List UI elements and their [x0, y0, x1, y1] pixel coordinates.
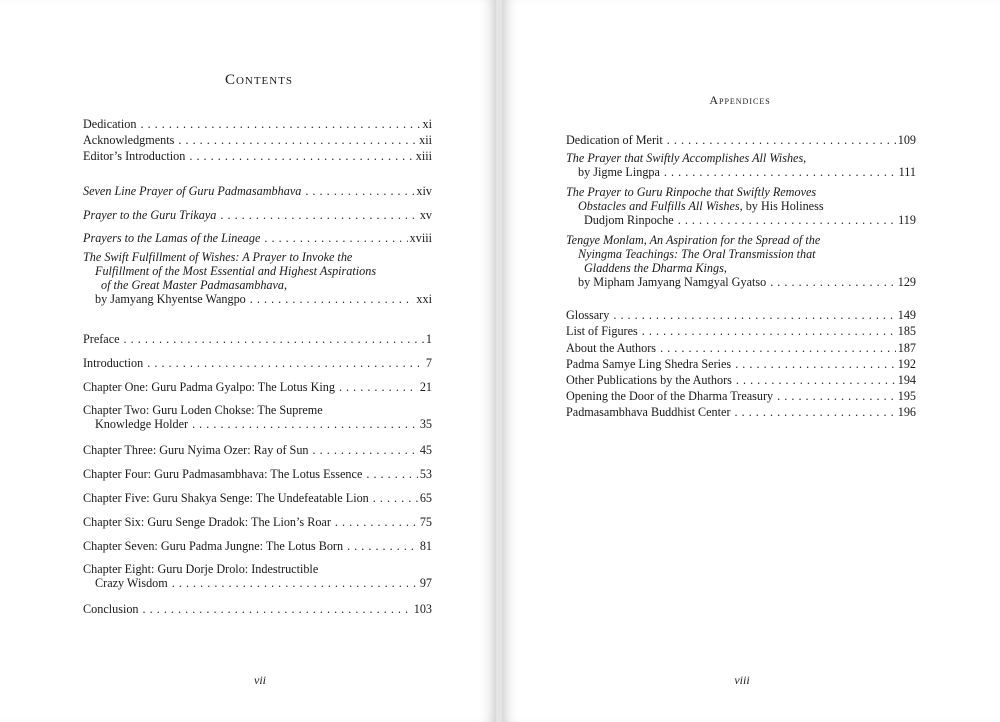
entry-page: xiv: [416, 184, 432, 198]
entry-title: by Mipham Jamyang Namgyal Gyatso: [578, 275, 767, 289]
entry-page: 97: [419, 576, 432, 590]
toc-entry: [566, 389, 916, 403]
entry-page: 194: [897, 373, 916, 387]
entry-title-part: Obstacles and Fulfills All Wishes,: [578, 199, 743, 213]
entry-title: Prayers to the Lamas of the Lineage: [83, 231, 261, 245]
entry-page: 75: [419, 515, 432, 529]
entry-title: About the Authors: [566, 341, 657, 355]
toc-entry: [83, 562, 432, 590]
entry-title-line: Nyingma Teachings: The Oral Transmission that: [578, 247, 816, 261]
entry-title: Conclusion: [83, 602, 139, 616]
entry-title-line: The Swift Fulfillment of Wishes: A Prayer to Invoke the: [83, 250, 353, 264]
entry-title: List of Figures: [566, 324, 638, 338]
entry-title: Glossary: [566, 308, 610, 322]
toc-entry: [83, 403, 432, 431]
toc-entry: [83, 602, 432, 616]
entry-page: 119: [898, 213, 916, 227]
entry-page: 196: [897, 405, 916, 419]
entry-page: xv: [419, 208, 432, 222]
entry-page: 149: [897, 308, 916, 322]
toc-entry: [83, 443, 432, 457]
toc-entry: [566, 133, 916, 147]
toc-entry: [83, 133, 432, 147]
entry-page: xii: [419, 133, 432, 147]
entry-page: 103: [413, 602, 432, 616]
entry-title-part: by His Holiness: [742, 199, 824, 213]
entry-page: 109: [897, 133, 916, 147]
toc-entry: [566, 341, 916, 355]
entry-title-line: Fulfillment of the Most Essential and Highest Aspirations: [95, 264, 377, 278]
entry-title: Chapter One: Guru Padma Gyalpo: The Lotus King: [83, 380, 335, 394]
entry-page: 53: [419, 467, 432, 481]
toc-entry: [566, 185, 916, 227]
toc-entry: [566, 151, 916, 179]
entry-title: Chapter Four: Guru Padmasambhava: The Lotus Essence: [83, 467, 363, 481]
entry-title-line: The Prayer that Swiftly Accomplishes All Wishes,: [566, 151, 807, 165]
toc-entry: [566, 405, 916, 419]
entry-page: xiii: [415, 149, 432, 163]
toc-entry: [83, 208, 432, 222]
toc-entry: [83, 231, 432, 245]
entry-title: Preface: [83, 332, 120, 346]
left-page: [0, 0, 496, 722]
toc-entry: [83, 184, 432, 198]
entry-page: 187: [897, 341, 916, 355]
entry-page: 35: [419, 417, 432, 431]
toc-entry: [83, 515, 432, 529]
toc-entry: [83, 539, 432, 553]
toc-entry: [83, 250, 432, 306]
entry-title-line: Tengye Monlam, An Aspiration for the Spread of the: [566, 233, 821, 247]
entry-title: Other Publications by the Authors: [566, 373, 732, 387]
entry-title: Chapter Five: Guru Shakya Senge: The Undefeatable Lion: [83, 491, 369, 505]
entry-title: Chapter Three: Guru Nyima Ozer: Ray of Sun: [83, 443, 309, 457]
entry-page: 81: [419, 539, 432, 553]
entry-title: Padma Samye Ling Shedra Series: [566, 357, 732, 371]
entry-page: xviii: [409, 231, 432, 245]
entry-title: Seven Line Prayer of Guru Padmasambhava: [83, 184, 302, 198]
toc-entry: [566, 324, 916, 338]
toc-entry: [566, 357, 916, 371]
toc-entry: [83, 467, 432, 481]
entry-title: Padmasambhava Buddhist Center: [566, 405, 731, 419]
toc-entry: [566, 308, 916, 322]
entry-page: 185: [897, 324, 916, 338]
entry-title: Prayer to the Guru Trikaya: [83, 208, 217, 222]
entry-page: xi: [422, 117, 432, 131]
toc-entry: [83, 332, 432, 346]
entry-title: Opening the Door of the Dharma Treasury: [566, 389, 774, 403]
toc-entry: [83, 149, 432, 163]
entry-title: Editor’s Introduction: [83, 149, 186, 163]
entry-title: Dudjom Rinpoche: [584, 213, 674, 227]
entry-page: 1: [425, 332, 432, 346]
appendices-heading: Appendices: [709, 93, 771, 107]
entry-title: Chapter Seven: Guru Padma Jungne: The Lotus Born: [83, 539, 344, 553]
entry-title: Crazy Wisdom: [95, 576, 168, 590]
entry-title: Acknowledgments: [83, 133, 175, 147]
entry-page: 45: [419, 443, 432, 457]
entry-title: Dedication: [83, 117, 137, 131]
entry-title: Knowledge Holder: [95, 417, 189, 431]
entry-title-line: Gladdens the Dharma Kings,: [584, 261, 727, 275]
entry-title-line: of the Great Master Padmasambhava,: [101, 278, 288, 292]
entry-page: 7: [425, 356, 432, 370]
entry-title: by Jamyang Khyentse Wangpo: [95, 292, 246, 306]
entry-title: by Jigme Lingpa: [578, 165, 660, 179]
toc-entry: [566, 373, 916, 387]
toc-entry: [83, 380, 432, 394]
entry-page: 195: [897, 389, 916, 403]
entry-title: Dedication of Merit: [566, 133, 663, 147]
entry-page: 65: [419, 491, 432, 505]
entry-title: Introduction: [83, 356, 144, 370]
entry-title-line: Chapter Two: Guru Loden Chokse: The Supreme: [83, 403, 323, 417]
entry-page: xxi: [416, 292, 432, 306]
entry-title-line: [566, 199, 916, 213]
entry-page: 129: [897, 275, 916, 289]
contents-heading: Contents: [224, 72, 294, 88]
page-number: vii: [254, 673, 266, 687]
entry-page: 21: [419, 380, 432, 394]
entry-page: 111: [898, 165, 916, 179]
page-number: viii: [734, 673, 750, 687]
toc-entry: [83, 356, 432, 370]
toc-entry: [83, 491, 432, 505]
toc-entry: [83, 117, 432, 131]
entry-page: 192: [897, 357, 916, 371]
entry-title-line: Chapter Eight: Guru Dorje Drolo: Indestructible: [83, 562, 319, 576]
right-page: [502, 0, 1000, 722]
entry-title: Chapter Six: Guru Senge Dradok: The Lion’s Roar: [83, 515, 331, 529]
toc-entry: [566, 233, 916, 289]
entry-title-line: The Prayer to Guru Rinpoche that Swiftly Removes: [566, 185, 817, 199]
